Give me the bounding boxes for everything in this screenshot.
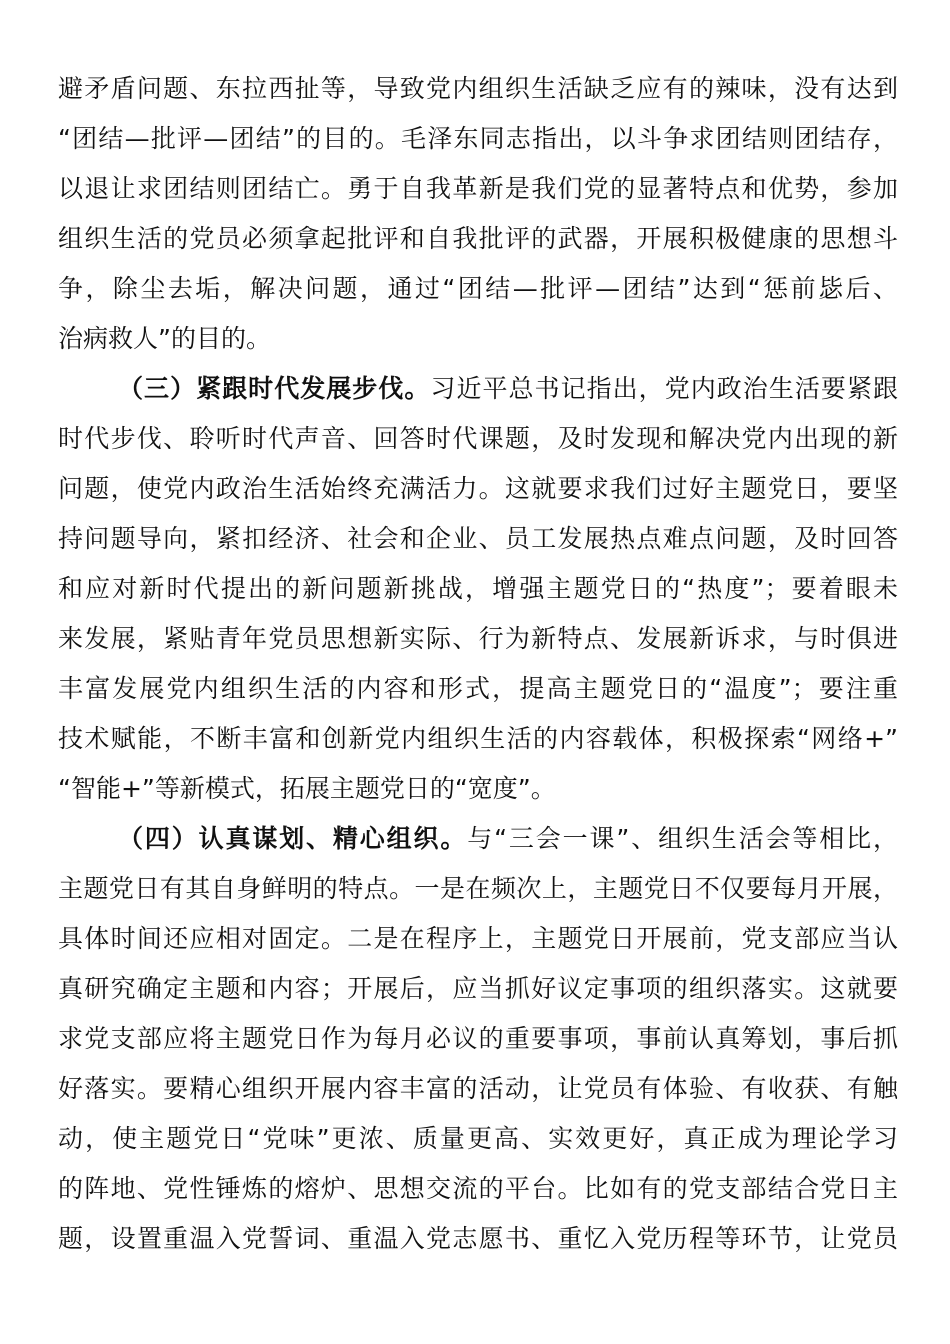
text-line: 问题，使党内政治生活始终充满活力。这就要求我们过好主题党日，要坚 <box>58 474 898 503</box>
text-line: 避矛盾问题、东拉西扯等，导致党内组织生活缺乏应有的辣味，没有达到 <box>58 74 898 103</box>
paragraph-first-line <box>58 364 898 414</box>
paragraph-first-line <box>58 814 898 864</box>
text-line: 主题党日有其自身鲜明的特点。一是在频次上，主题党日不仅要每月开展， <box>58 874 898 903</box>
text-run: 习近平总书记指出，党内政治生活要紧跟 <box>430 374 898 403</box>
text-line: 好落实。要精心组织开展内容丰富的活动，让党员有体验、有收获、有触 <box>58 1074 898 1103</box>
text-line: 争，除尘去垢，解决问题，通过“团结—批评—团结”达到“惩前毖后、 <box>58 274 898 303</box>
text-run: 与“三会一课”、组织生活会等相比， <box>467 824 898 853</box>
text-line: 时代步伐、聆听时代声音、回答时代课题，及时发现和解决党内出现的新 <box>58 424 898 453</box>
text-line: 和应对新时代提出的新问题新挑战，增强主题党日的“热度”；要着眼未 <box>58 574 898 603</box>
text-line: 以退让求团结则团结亡。勇于自我革新是我们党的显著特点和优势，参加 <box>58 174 898 203</box>
text-line: 题，设置重温入党誓词、重温入党志愿书、重忆入党历程等环节，让党员 <box>58 1224 898 1253</box>
text-line: 的阵地、党性锤炼的熔炉、思想交流的平台。比如有的党支部结合党日主 <box>58 1174 898 1203</box>
text-line: 具体时间还应相对固定。二是在程序上，主题党日开展前，党支部应当认 <box>58 924 898 953</box>
text-line: 真研究确定主题和内容；开展后，应当抓好议定事项的组织落实。这就要 <box>58 974 898 1003</box>
text-line: 丰富发展党内组织生活的内容和形式，提高主题党日的“温度”；要注重 <box>58 674 898 703</box>
section-heading: （三）紧跟时代发展步伐。 <box>118 374 431 403</box>
text-line: “团结—批评—团结”的目的。毛泽东同志指出，以斗争求团结则团结存， <box>58 124 898 153</box>
text-line: 治病救人”的目的。 <box>58 324 271 353</box>
text-line: 技术赋能，不断丰富和创新党内组织生活的内容载体，积极探索“网络+” <box>58 724 898 753</box>
text-line: 来发展，紧贴青年党员思想新实际、行为新特点、发展新诉求，与时俱进 <box>58 624 898 653</box>
text-line: 组织生活的党员必须拿起批评和自我批评的武器，开展积极健康的思想斗 <box>58 224 898 253</box>
text-line: 求党支部应将主题党日作为每月必议的重要事项，事前认真筹划，事后抓 <box>58 1024 898 1053</box>
text-line: 持问题导向，紧扣经济、社会和企业、员工发展热点难点问题，及时回答 <box>58 524 898 553</box>
section-heading: （四）认真谋划、精心组织。 <box>118 824 468 853</box>
text-line: 动，使主题党日“党味”更浓、质量更高、实效更好，真正成为理论学习 <box>58 1124 898 1153</box>
text-line: “智能+”等新模式，拓展主题党日的“宽度”。 <box>58 774 556 803</box>
document-body <box>58 64 898 1264</box>
